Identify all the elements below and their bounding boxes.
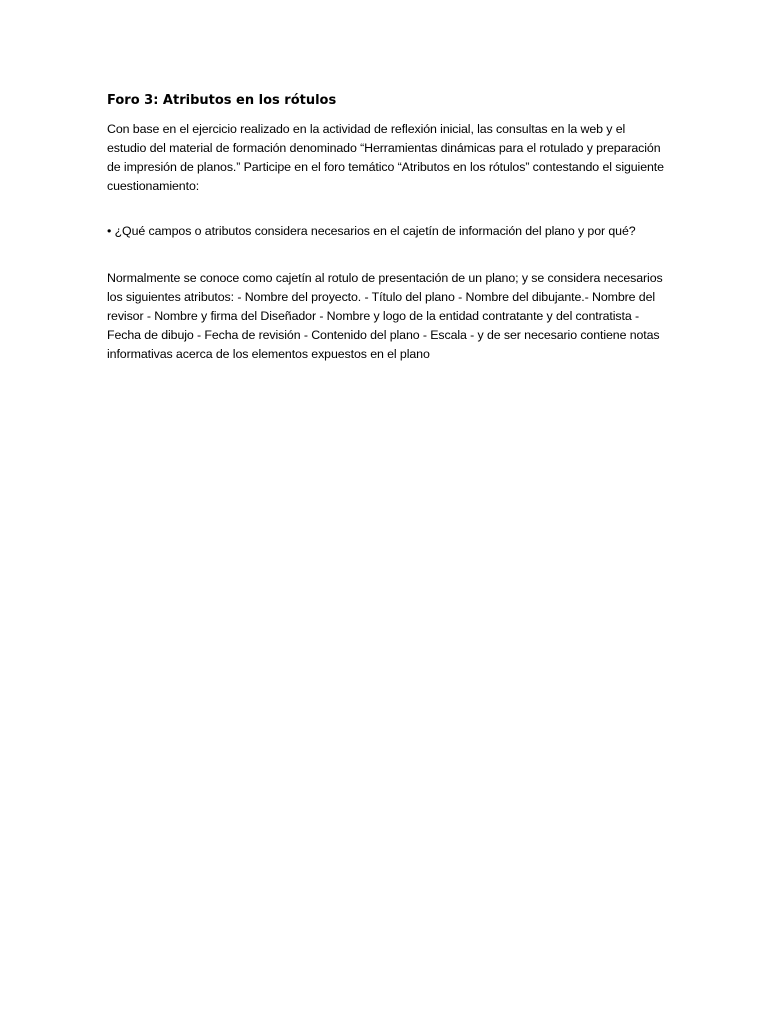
intro-paragraph: Con base en el ejercicio realizado en la actividad de reflexión inicial, las consultas en la web y el estudio del material de formación denominado “Herramientas dinámicas para el rotulado y preparación de impresión de planos.” Participe en el foro temático “Atributos en los rótulos” contestando el siguiente cuestionamiento: [107,122,664,193]
question-bullet: • ¿Qué campos o atributos considera necesarios en el cajetín de información del plano y por qué? [107,224,636,238]
document-body [107,92,667,364]
answer-paragraph: Normalmente se conoce como cajetín al rotulo de presentación de un plano; y se considera necesarios los siguientes atributos: - Nombre del proyecto. - Título del plano - Nombre del dibujante.- Nombre del revisor - Nombre y firma del Diseñador - Nombre y logo de la entidad contratante y del contratista - Fecha de dibujo - Fecha de revisión - Contenido del plano - Escala - y de ser necesario contiene notas informativas acerca de los elementos expuestos en el plano [107,271,663,361]
document-title: Foro 3: Atributos en los rótulos [107,93,337,108]
